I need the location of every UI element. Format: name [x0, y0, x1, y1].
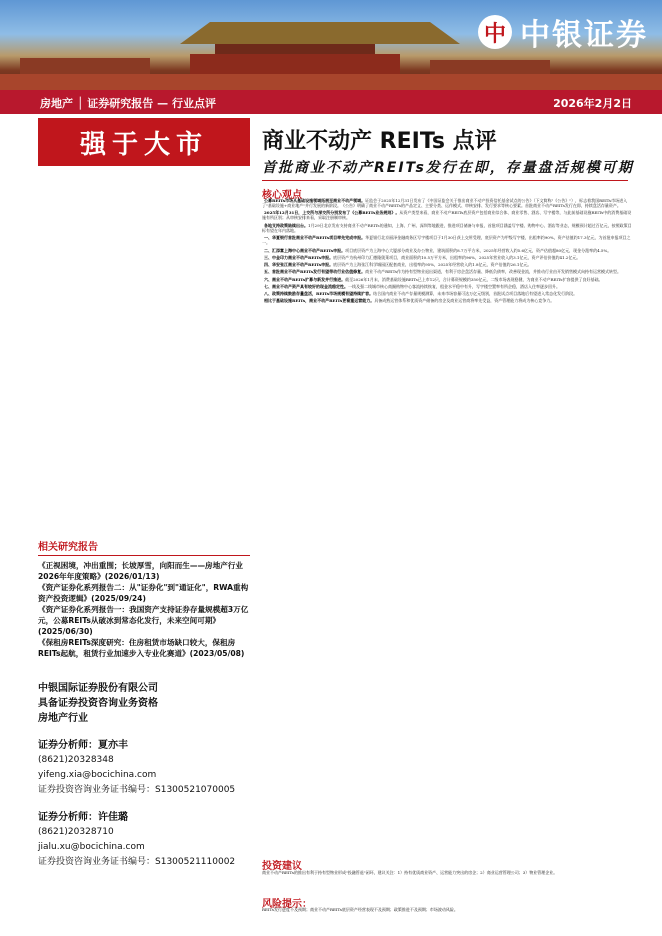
paragraph-lead: 公募REITs市场从基础设施领域拓展至商业不动产领域。 — [264, 198, 366, 203]
analyst-name: 证券分析师：夏亦丰 — [38, 740, 128, 751]
paragraph-lead: 各地支持政策陆续出台。 — [264, 222, 308, 228]
body-paragraph — [262, 210, 634, 220]
paragraph-text: 华夏银行北京丽泽金融商务区写字楼项目于1月30日获上交所受理，底层资产为甲级写字楼，出租率约90%，资产估值约17.3亿元，为首批申报项目之一。 — [262, 235, 631, 246]
rating-badge: 强于大市 — [38, 118, 250, 166]
paragraph-text: 截至2026年1月末，消费基础设施REITs已上市12只，合计募资规模约350亿元，二级市场表现稳健，为商业不动产REITs扩容提供了良好基础。 — [345, 276, 603, 282]
body-paragraph — [262, 248, 634, 253]
report-body — [262, 198, 634, 306]
related-report-item[interactable]: 《正视困境，冲出重围；长坡厚雪，向阳而生——房地产行业2026年年度策略》(2026/01/13) — [38, 561, 244, 581]
related-report-item[interactable]: 《保租房REITs深度研究：住房租赁市场缺口较大，保租房REITs起航，租赁行业加速步入专业化赛道》(2023/05/08) — [38, 638, 245, 658]
company-info — [38, 681, 250, 726]
paragraph-text: 1月29日北京发布支持商业不动产REITs的通知，上海、广州、深圳等地跟进，推进项目储备与申报，首批项目涵盖写字楼、购物中心、酒店等业态，规模预计超过百亿元，按照政策目标有望在年内落地。 — [262, 222, 632, 233]
report-subtitle: 首批商业不动产REITs发行在即，存量盘活规模可期 — [262, 160, 634, 176]
investment-text: 商业不动产REITs的推出有利于持有型物业形成"投融管退"闭环，建议关注：1）持有优质商业资产、运营能力突出的房企；2）商业运营管理公司；3）物业管理企业。 — [262, 870, 558, 875]
paragraph-lead: 六、商业不动产REITs扩募与新发并行推进。 — [264, 276, 346, 282]
report-category: 房地产 │ 证券研究报告 — 行业点评 — [40, 97, 216, 110]
logo-text: 中银证券 — [520, 18, 648, 53]
body-paragraph — [262, 269, 634, 274]
company-name: 中银国际证券股份有限公司 — [38, 683, 158, 694]
body-paragraph — [262, 198, 634, 208]
title-divider — [262, 180, 628, 181]
company-logo — [478, 10, 648, 54]
body-paragraph — [262, 277, 634, 282]
body-paragraph — [262, 255, 634, 260]
paragraph-text: 底层资产为上海张江科学城园区配套商业，出租率约95%，2025年经营收入约1.8亿元，资产估值约26.1亿元。 — [333, 262, 532, 268]
paragraph-lead: 四、华安张江商业不动产REITs申报。 — [264, 262, 334, 268]
paragraph-lead: 2025年12月31日，上交所与深交所分别发布了《公募REITs业务规则》。 — [264, 210, 400, 216]
body-paragraph — [262, 262, 634, 267]
paragraph-text: 项目底层资产为上海中心大厦部分商业及办公物业，建筑面积约8.7万平方米，2025年经营收入约5.6亿元，资产估值超80亿元，现金分派率约4.5%。 — [345, 247, 612, 253]
body-paragraph — [262, 235, 634, 245]
body-paragraph — [262, 298, 634, 303]
investment-heading: 投资建议 — [262, 861, 302, 872]
palace-eave — [215, 44, 375, 54]
paragraph-lead: 八、政策持续鼓励存量盘活，REITs市场规模有望持续扩容。 — [264, 291, 374, 297]
paragraph-text: 证监会于2025年12月31日发布了《中国证监会关于推出商业不动产投资信托基金试点的公告》（下文简称"《公告》"），标志着我国REITs市场进入了"基础设施+商业地产"并行发展的新阶段。《公告》明确了商业不动产REITs的产品定义、主要分类、运作模式、审核安排、发行要求等核心要素。首批商业不动产REITs发行在即，持续盘活存量资产。 — [262, 198, 628, 209]
related-report-item[interactable]: 《资产证券化系列报告二：从"证券化"到"通证化"，RWA重构资产投资逻辑》(2025/09/24) — [38, 583, 249, 603]
paragraph-text: 商业不动产REITs作为持有型物业退出渠道，有利于房企盘活存量、降低负债率，改善现金流，并推动行业由开发销售模式向持有运营模式转型。 — [365, 269, 622, 275]
analyst-block — [38, 738, 250, 798]
header-banner-image — [0, 0, 662, 90]
paragraph-lead: 三、中金印力商业不动产REITs申报。 — [264, 254, 334, 260]
paragraph-lead: 一、华夏银行首批商业不动产REITs项目率先完成申报。 — [264, 235, 366, 241]
key-points-heading: 核心观点 — [262, 190, 302, 201]
paragraph-lead: 二、汇添富上海中心商业不动产REITs申报。 — [264, 247, 346, 253]
risk-heading: 风险提示： — [262, 899, 312, 910]
company-qualification: 具备证券投资咨询业务资格 — [38, 698, 158, 709]
risk-text: REITs发行进度不及预期；商业不动产REITs底层资产经营表现不及预期；政策推进不及预期；市场波动风险。 — [262, 907, 458, 912]
related-report-item[interactable]: 《资产证券化系列报告一：我国资产支持证券存量规模超3万亿元，公募REITs从破冰到常态化发行，未来空间可期》(2025/06/30) — [38, 605, 249, 636]
palace-wall — [0, 74, 662, 90]
analyst-name: 证券分析师：许佳璐 — [38, 812, 128, 823]
analyst-email[interactable]: yifeng.xia@bocichina.com — [38, 770, 157, 780]
paragraph-lead: 七、商业不动产资产具有较好的现金流稳定性。 — [264, 283, 348, 289]
analyst-phone: (8621)20328710 — [38, 827, 114, 837]
report-title: 商业不动产 REITs 点评 — [262, 129, 497, 154]
report-category-bar — [0, 90, 662, 114]
paragraph-text: 结合国内商业不动产存量规模测算，未来市场容量可达万亿元级别，首批试点项目落地后有望进入常态化发行阶段。 — [373, 291, 578, 297]
analyst-cert: 证券投资咨询业务证书编号：S1300521110002 — [38, 857, 236, 867]
paragraph-text: 从资产类型来看，商业不动产REITs底层资产包括商业综合体、商业零售、酒店、写字楼等，与此前基础设施REITs中的消费基础设施有所区别；从审核安排来看，采取注册制审核。 — [262, 210, 632, 221]
paragraph-text: 底层资产为杭州印力汇德隆奥莱项目，商业面积约10.5万平方米，出租率约96%，2025年营业收入约3.1亿元，资产评估价值约41.2亿元。 — [333, 254, 581, 260]
paragraph-lead: 五、首批商业不动产REITs发行有望带动行业估值修复。 — [264, 269, 366, 275]
palace-roof — [180, 22, 460, 44]
paragraph-text: 具备成熟运营体系和优质资产储备的房企及商业运营商将率先受益，资产管理能力将成为核心竞争力。 — [374, 298, 555, 304]
analyst-email[interactable]: jialu.xu@bocichina.com — [38, 842, 145, 852]
analyst-phone: (8621)20328348 — [38, 755, 114, 765]
body-paragraph — [262, 291, 634, 296]
coverage-industry: 房地产行业 — [38, 713, 88, 724]
sidebar — [38, 538, 250, 870]
boc-logo-icon: 中 — [478, 15, 512, 49]
report-date: 2026年2月2日 — [553, 97, 632, 110]
analyst-cert: 证券投资咨询业务证书编号：S1300521070005 — [38, 785, 236, 795]
paragraph-text: 一线及强二线城市核心商圈购物中心客流持续恢复，租金水平稳中有升，写字楼空置率有所企稳，酒店入住率逐步回升。 — [348, 283, 560, 289]
paragraph-lead: 相比于基础设施REITs，商业不动产REITs更看重运营能力。 — [264, 298, 375, 304]
body-paragraph — [262, 284, 634, 289]
analyst-block — [38, 810, 250, 870]
body-paragraph — [262, 223, 634, 233]
related-reports-heading: 相关研究报告 — [38, 538, 250, 556]
